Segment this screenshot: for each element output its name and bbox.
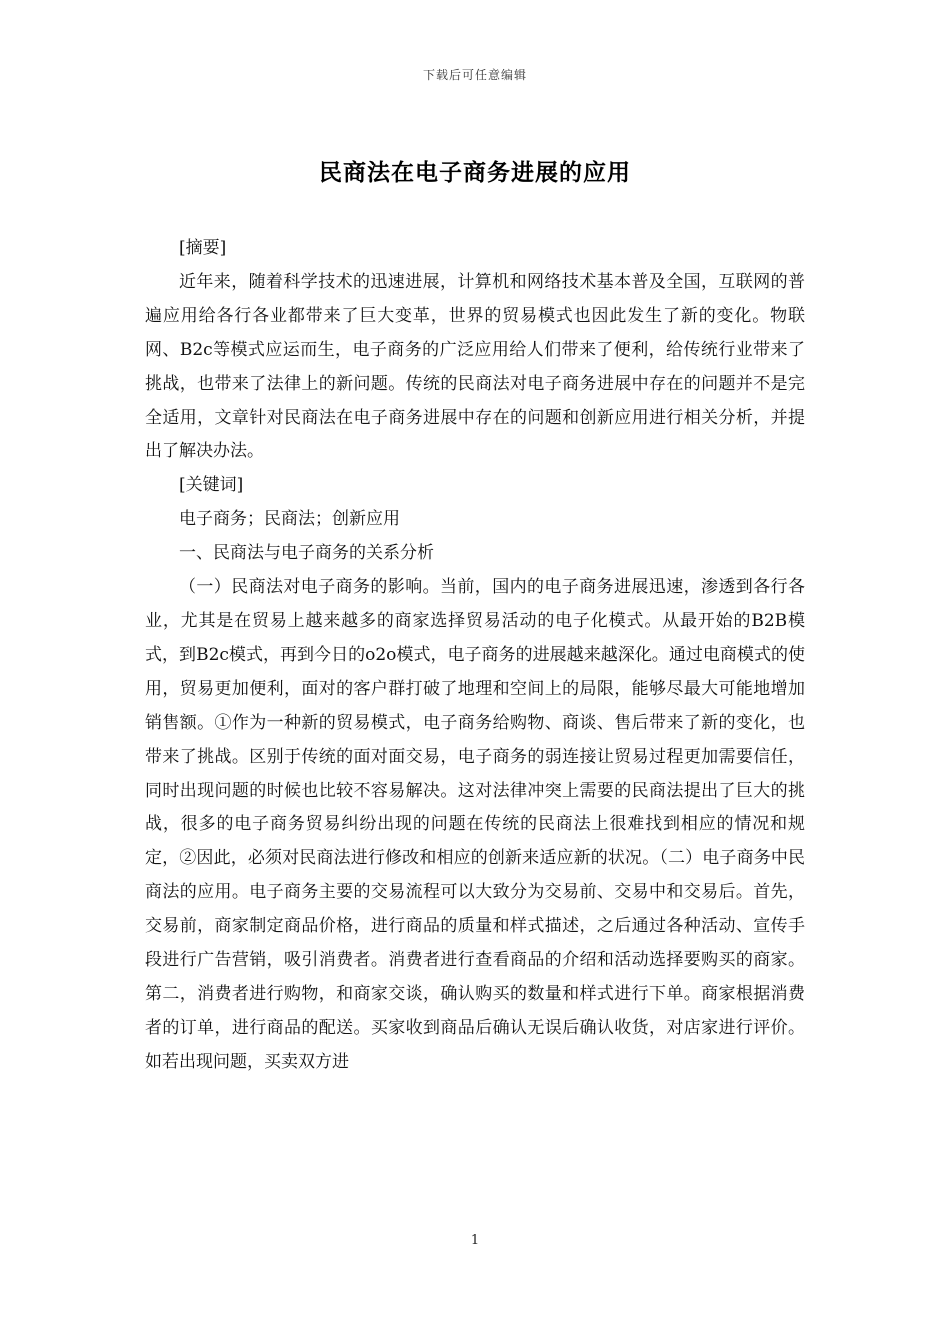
keywords-paragraph: 电子商务；民商法；创新应用 — [179, 509, 400, 530]
abstract-paragraph: 近年来，随着科学技术的迅速进展，计算机和网络技术基本普及全国，互联网的普遍应用给各行各业都带来了巨大变革，世界的贸易模式也因此发生了新的变化。物联网、B2c等模式应运而生，电子商务的广泛应用给人们带来了便利，给传统行业带来了挑战，也带来了法律上的新问题。传统的民商法对电子商务进展中存在的问题并不是完全适用，文章针对民商法在电子商务进展中存在的问题和创新应用进行相关分析，并提出了解决办法。 — [145, 271, 805, 462]
section-body-paragraph: （一）民商法对电子商务的影响。当前，国内的电子商务进展迅速，渗透到各行各业，尤其是在贸易上越来越多的商家选择贸易活动的电子化模式。从最开始的B2B模式，到B2c模式，再到今日的o2o模式，电子商务的进展越来越深化。通过电商模式的使用，贸易更加便利，面对的客户群打破了地理和空间上的局限，能够尽最大可能地增加销售额。①作为一种新的贸易模式，电子商务给购物、商谈、售后带来了新的变化，也带来了挑战。区别于传统的面对面交易，电子商务的弱连接让贸易过程更加需要信任，同时出现问题的时候也比较不容易解决。这对法律冲突上需要的民商法提出了巨大的挑战，很多的电子商务贸易纠纷出现的问题在传统的民商法上很难找到相应的情况和规定，②因此，必须对民商法进行修改和相应的创新来适应新的状况。（二）电子商务中民商法的应用。电子商务主要的交易流程可以大致分为交易前、交易中和交易后。首先，交易前，商家制定商品价格，进行商品的质量和样式描述，之后通过各种活动、宣传手段进行广告营销，吸引消费者。消费者进行查看商品的介绍和活动选择要购买的商家。第二，消费者进行购物，和商家交谈，确认购买的数量和样式进行下单。商家根据消费者的订单，进行商品的配送。买家收到商品后确认无误后确认收货，对店家进行评价。如若出现问题，买卖双方进 — [145, 577, 805, 1072]
page-header-note: 下载后可任意编辑 — [422, 68, 527, 82]
section-heading: 一、民商法与电子商务的关系分析 — [179, 543, 434, 564]
document-body — [145, 232, 805, 1080]
page-number: 1 — [470, 1233, 480, 1248]
document-title: 民商法在电子商务进展的应用 — [319, 159, 631, 186]
abstract-label: [摘要] — [179, 238, 227, 258]
keywords-label: [关键词] — [179, 475, 244, 496]
